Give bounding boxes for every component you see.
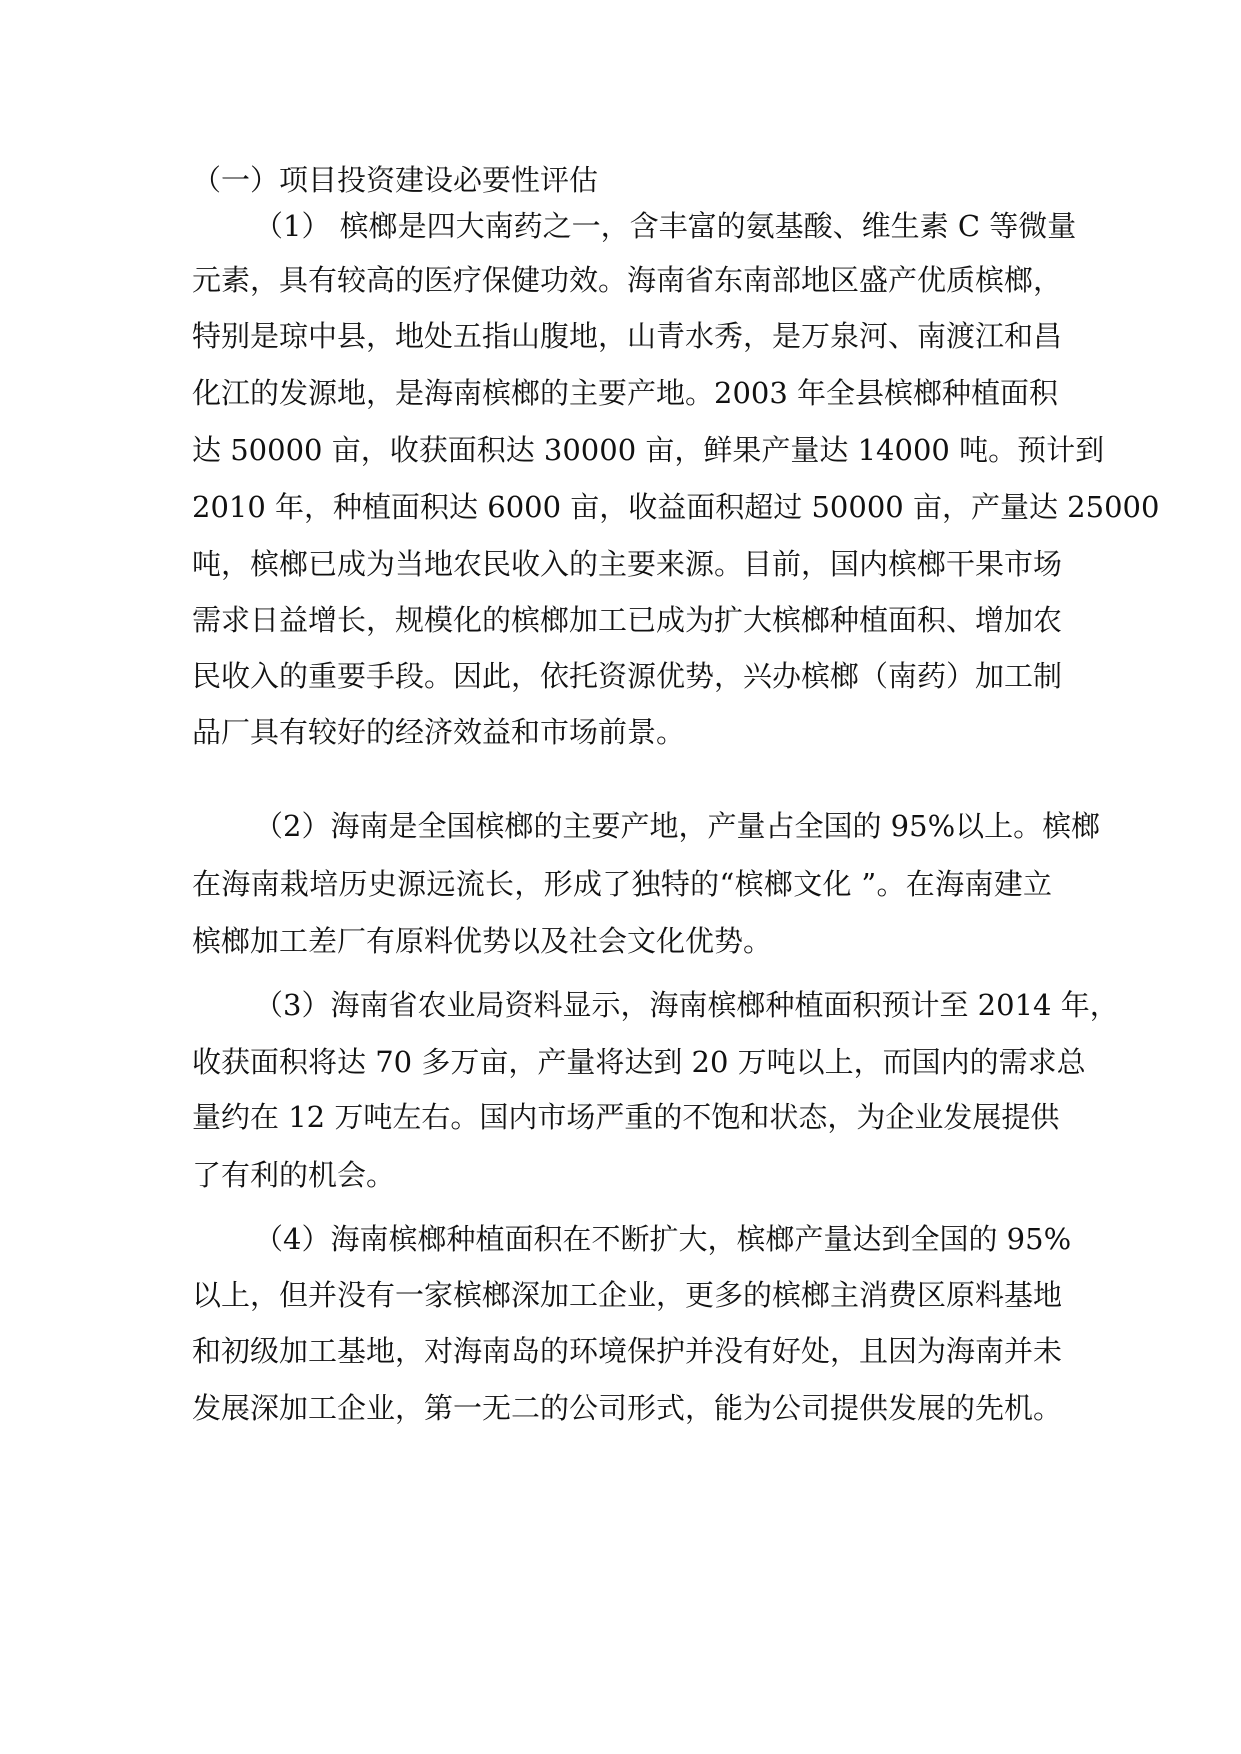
section-heading: （一）项目投资建设必要性评估	[192, 163, 599, 197]
paragraph-2-line-1: （2）海南是全国槟榔的主要产地，产量占全国的 95%以上。槟榔	[254, 809, 1101, 843]
paragraph-1-line-7: 吨，槟榔已成为当地农民收入的主要来源。目前，国内槟榔干果市场	[192, 547, 1063, 581]
paragraph-4-line-2: 以上，但并没有一家槟榔深加工企业，更多的槟榔主消费区原料基地	[192, 1278, 1063, 1312]
paragraph-1-line-6: 2010 年，种植面积达 6000 亩，收益面积超过 50000 亩，产量达 25000	[192, 490, 1160, 524]
paragraph-3-line-1: （3）海南省农业局资料显示，海南槟榔种植面积预计至 2014 年，	[254, 988, 1119, 1022]
paragraph-1-line-8: 需求日益增长，规模化的槟榔加工已成为扩大槟榔种植面积、增加农	[192, 603, 1063, 637]
paragraph-1-line-4: 化江的发源地，是海南槟榔的主要产地。2003 年全县槟榔种植面积	[192, 376, 1059, 410]
paragraph-1-line-10: 品厂具有较好的经济效益和市场前景。	[192, 715, 686, 749]
paragraph-2-line-3: 槟榔加工差厂有原料优势以及社会文化优势。	[192, 924, 773, 958]
paragraph-1-line-9: 民收入的重要手段。因此，依托资源优势，兴办槟榔（南药）加工制	[192, 659, 1063, 693]
paragraph-4-line-4: 发展深加工企业，第一无二的公司形式，能为公司提供发展的先机。	[192, 1391, 1063, 1425]
paragraph-3-line-2: 收获面积将达 70 多万亩，产量将达到 20 万吨以上，而国内的需求总	[192, 1045, 1086, 1079]
paragraph-4-line-1: （4）海南槟榔种植面积在不断扩大，槟榔产量达到全国的 95%	[254, 1222, 1072, 1256]
paragraph-1-line-2: 元素，具有较高的医疗保健功效。海南省东南部地区盛产优质槟榔，	[192, 263, 1063, 297]
paragraph-4-line-3: 和初级加工基地，对海南岛的环境保护并没有好处，且因为海南并未	[192, 1334, 1063, 1368]
paragraph-1-line-3: 特别是琼中县，地处五指山腹地，山青水秀，是万泉河、南渡江和昌	[192, 319, 1063, 353]
paragraph-1-line-1: （1） 槟榔是四大南药之一，含丰富的氨基酸、维生素 C 等微量	[254, 209, 1077, 243]
paragraph-1-line-5: 达 50000 亩，收获面积达 30000 亩，鲜果产量达 14000 吨。预计到	[192, 433, 1105, 467]
paragraph-3-line-4: 了有利的机会。	[192, 1158, 396, 1192]
paragraph-3-line-3: 量约在 12 万吨左右。国内市场严重的不饱和状态，为企业发展提供	[192, 1100, 1060, 1134]
paragraph-2-line-2: 在海南栽培历史源远流长，形成了独特的“槟榔文化 ”。在海南建立	[192, 867, 1052, 901]
